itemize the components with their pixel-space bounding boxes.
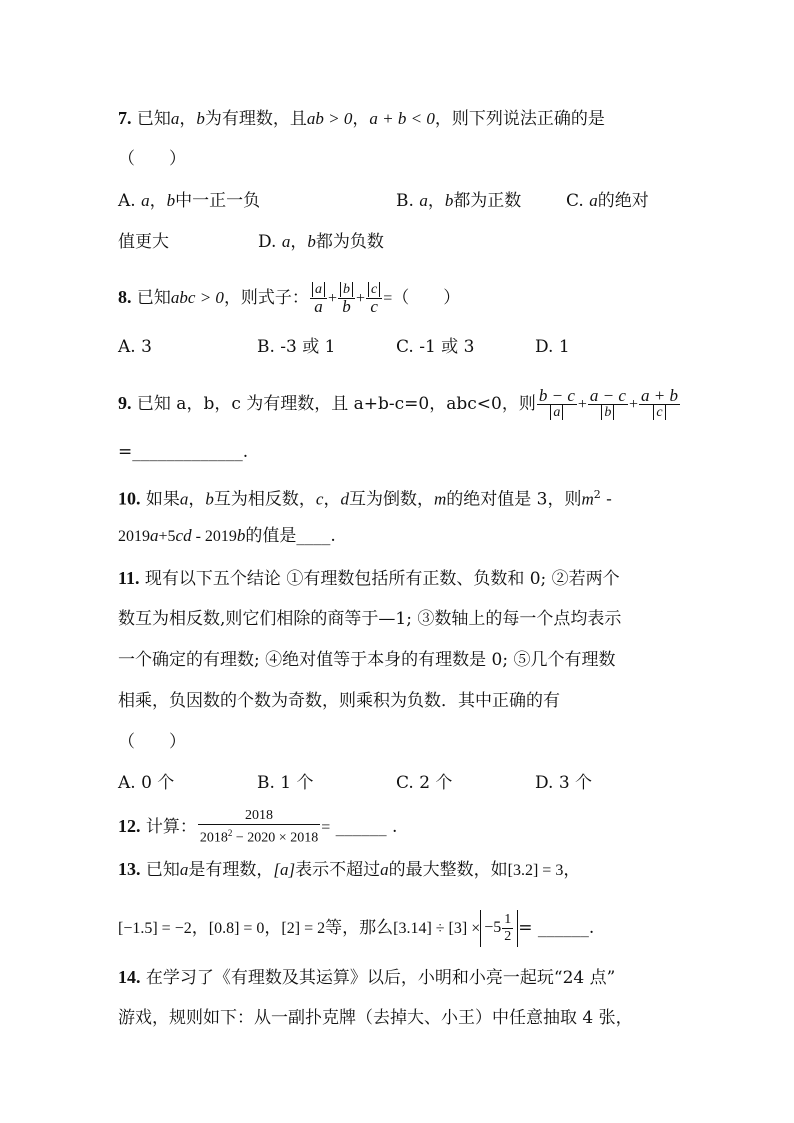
plus: + [355, 290, 365, 307]
q13-answer-blank: = ______. [518, 918, 595, 938]
var-a: a [141, 191, 150, 210]
abs-c: c [653, 405, 665, 420]
abs-c: c [368, 282, 380, 297]
q13-text: 等，那么 [325, 918, 394, 938]
option-text: 都为正数 [453, 191, 522, 211]
q13-bracket-expression [480, 910, 518, 947]
sep: ， [352, 109, 370, 129]
q8-option-d: D. 1 [535, 337, 570, 357]
var-a: a [281, 232, 291, 251]
numerator: a + b [640, 386, 678, 405]
q13-line1 [118, 858, 580, 882]
q10-text: 的值是____. [245, 526, 336, 546]
option-text: 中一正一负 [175, 191, 261, 211]
q12-text: 计算： [145, 816, 197, 837]
q8-option-b: B. -3 或 1 [257, 337, 336, 357]
q7-text: 已知 [136, 109, 171, 129]
var-a: a [179, 489, 189, 509]
denominator [198, 825, 320, 847]
q11-text: 现有以下五个结论 ①有理数包括所有正数、负数和 0; ②若两个 [144, 569, 620, 589]
q10-text: 互为倒数， [348, 489, 434, 510]
sep: ， [149, 191, 167, 211]
option-text: 值更大 [118, 232, 169, 252]
equals: = [383, 290, 393, 307]
q7-option-c [566, 191, 649, 211]
var-b: b [205, 489, 214, 509]
q14-number: 14. [118, 967, 141, 987]
q12-line [118, 808, 397, 847]
var-a: a [589, 191, 598, 210]
q7-paren: （ ） [118, 149, 186, 169]
denominator: 2 [504, 929, 512, 944]
q9-number: 9. [118, 393, 132, 413]
q13-text: 是有理数， [188, 860, 274, 880]
exponent: 2 [593, 488, 601, 501]
q10-text: 的绝对值是 3，则 [446, 489, 582, 510]
fraction [310, 282, 327, 315]
q13-text: 的最大整数，如 [388, 860, 508, 880]
q8-option-a: A. 3 [118, 337, 152, 357]
q7-text: ，则下列说法正确的是 [434, 109, 605, 129]
q7-text: 为有理数，且 [204, 109, 307, 129]
q14-line1 [118, 966, 615, 989]
q7-options-line2 [118, 231, 384, 253]
option-label: C. [566, 191, 584, 211]
denominator: b [342, 297, 351, 316]
q10-line2 [118, 525, 336, 548]
q11-paren: （ ） [118, 732, 186, 752]
numerator: 1 [504, 912, 512, 927]
fraction [537, 388, 577, 421]
q7-options-line1 [118, 190, 649, 212]
q8-number: 8. [118, 287, 132, 307]
denominator-part: 2018 [199, 830, 228, 846]
q11-option-d: D. 3 个 [535, 773, 593, 793]
fraction [639, 388, 680, 421]
var-b: b [307, 232, 316, 251]
abs-a: a [550, 405, 563, 420]
denominator: c [370, 297, 378, 316]
q9-answer-blank: =_____________. [118, 442, 249, 462]
var-m: m [433, 489, 447, 509]
mixed-fraction [502, 912, 513, 945]
q13-example: [2] = 2 [281, 920, 326, 937]
fraction [338, 282, 355, 315]
q11-number: 11. [118, 568, 140, 588]
q11-options [118, 772, 592, 794]
var-d: d [340, 489, 349, 509]
q12-fraction [198, 808, 320, 847]
q13-text: 表示不超过 [295, 860, 381, 880]
q8-condition: abc > 0 [170, 288, 224, 307]
sep: ， [264, 918, 282, 938]
q12-number: 12. [118, 815, 141, 836]
numerator: 2018 [198, 808, 320, 825]
var-a: a [150, 526, 159, 545]
exponent: 2 [227, 828, 233, 838]
sep: ， [427, 191, 445, 211]
fraction [366, 282, 382, 315]
q11-text-line4: 相乘，负因数的个数为奇数，则乘积为负数．其中正确的有 [118, 691, 560, 711]
q10-text: +5 [158, 528, 176, 545]
q8-options [118, 336, 570, 358]
q10-line1 [118, 484, 612, 511]
var-a: a [380, 860, 389, 879]
option-label: A. [118, 191, 136, 211]
q8-text: ，则式子： [223, 288, 309, 308]
q13-example: [3.2] = 3 [507, 862, 564, 879]
sep: ， [188, 489, 206, 510]
q7-option-d [258, 232, 384, 252]
var-a: a [170, 109, 180, 128]
q7-condition-1: ab > 0 [306, 109, 353, 128]
numerator: a − c [589, 386, 626, 405]
denominator: a [314, 297, 323, 316]
q7-number: 7. [118, 108, 132, 128]
q7-option-b [396, 190, 566, 212]
q8-paren: （ ） [392, 288, 461, 308]
var-b: b [166, 191, 176, 210]
q13-line2 [118, 910, 594, 947]
sep: ， [563, 860, 581, 880]
var-a: a [179, 860, 189, 879]
equals: = [321, 818, 331, 836]
fraction [588, 388, 628, 421]
q8-line1 [118, 282, 460, 315]
q13-number: 13. [118, 859, 141, 879]
q11-option-b: B. 1 个 [257, 773, 314, 793]
var-b: b [196, 109, 205, 128]
numerator: b − c [538, 386, 575, 405]
sep: ， [191, 918, 209, 938]
q13-example: [0.8] = 0 [208, 920, 265, 937]
q14-text: 在学习了《有理数及其运算》以后，小明和小亮一起玩“24 点” [145, 968, 616, 988]
plus: + [327, 290, 337, 307]
q13-example: [−1.5] = −2 [118, 920, 192, 937]
q8-text: 已知 [136, 288, 171, 308]
option-text: 的绝对 [597, 191, 649, 211]
sep: ， [323, 489, 341, 510]
q8-option-c: C. -1 或 3 [396, 337, 475, 357]
var-a: a [419, 191, 428, 210]
option-label: D. [258, 232, 277, 252]
q10-text: - [600, 489, 612, 510]
q10-number: 10. [118, 488, 141, 509]
q10-text: 2019 [118, 528, 150, 545]
q7-line1 [118, 107, 605, 130]
q14-text-line2: 游戏，规则如下：从一副扑克牌（去掉大、小王）中任意抽取 4 张， [118, 1008, 633, 1028]
var-m: m [581, 489, 594, 509]
q7-option-a [118, 190, 396, 212]
sep: ， [290, 232, 308, 252]
q11-option-c: C. 2 个 [396, 773, 453, 793]
var-b: b [236, 526, 246, 545]
floor-a: [a] [273, 860, 296, 879]
abs-b: b [340, 282, 353, 297]
option-text: 都为负数 [315, 232, 384, 252]
q7-condition-2: a + b < 0 [369, 109, 435, 128]
q11-text-line3: 一个确定的有理数; ④绝对值等于本身的有理数是 0; ⑤几个有理数 [118, 650, 616, 670]
q9-text: 已知 a，b，c 为有理数，且 a+b-c=0，abc<0，则 [136, 394, 536, 414]
q13-text: 已知 [145, 860, 180, 880]
q10-text: 如果 [145, 489, 180, 510]
sep: ， [179, 109, 197, 129]
q11-text-line2: 数互为相反数,则它们相除的商等于—1; ③数轴上的每一个点均表示 [118, 609, 622, 629]
denominator-part: − 2020 × 2018 [232, 830, 319, 846]
plus: + [577, 396, 587, 413]
option-label: B. [396, 191, 414, 211]
q10-text: 互为相反数， [213, 489, 316, 510]
q9-line1 [118, 388, 681, 421]
q10-text: - 2019 [191, 528, 237, 545]
var-b: b [444, 191, 454, 210]
plus: + [628, 396, 638, 413]
abs-b: b [601, 405, 614, 420]
abs-a: a [312, 282, 325, 297]
var-c: c [315, 489, 324, 509]
var-cd: cd [175, 526, 192, 545]
q11-line1 [118, 567, 620, 590]
q12-answer-blank: ______ . [335, 816, 398, 837]
mixed-whole: −5 [484, 919, 502, 937]
q13-expression: [3.14] ÷ [3] × [393, 920, 481, 937]
q11-option-a: A. 0 个 [118, 773, 175, 793]
